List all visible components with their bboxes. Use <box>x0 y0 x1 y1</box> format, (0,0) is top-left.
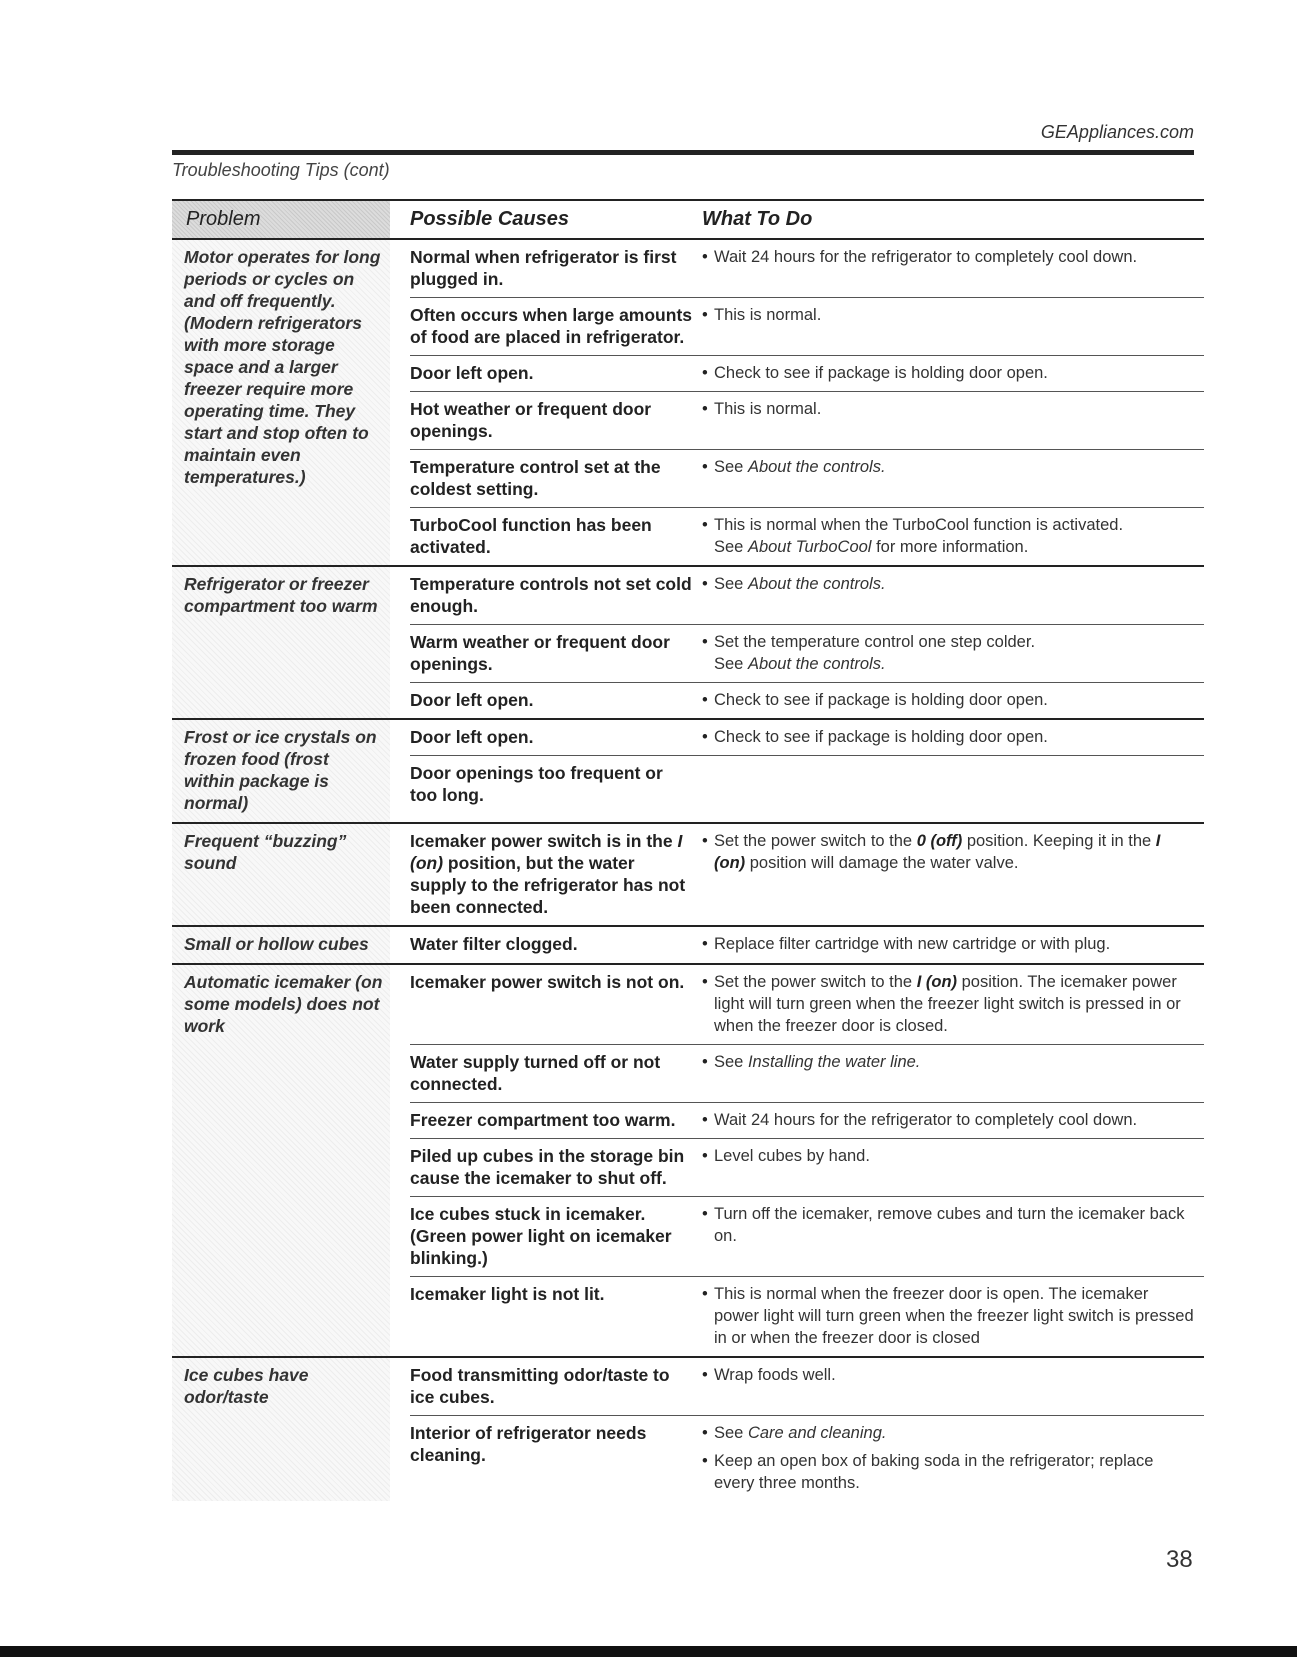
todo-text: • Level cubes by hand. <box>702 1147 870 1165</box>
table-row <box>410 356 1204 392</box>
bullet-icon: • <box>702 1452 708 1470</box>
cause-text: Icemaker power switch is not on. <box>410 972 685 992</box>
bullet-icon: • <box>702 1285 708 1303</box>
problem-group <box>172 824 1204 927</box>
cause-text: Normal when refrigerator is first plugged in. <box>410 247 677 289</box>
cause-text: Icemaker power switch is in the I (on) position, but the water supply to the refrigerator has not been connected. <box>410 831 686 917</box>
todo-text: • Wait 24 hours for the refrigerator to completely cool down. <box>702 1111 1138 1129</box>
cause-text: Temperature controls not set cold enough. <box>410 574 692 616</box>
todo-text: • This is normal. <box>702 306 822 324</box>
cause-text: Temperature control set at the coldest setting. <box>410 457 661 499</box>
cause-text: Door left open. <box>410 727 534 747</box>
table-row <box>410 1045 1204 1103</box>
bullet-icon: • <box>702 728 708 746</box>
cause-text: Hot weather or frequent door openings. <box>410 399 652 441</box>
problem-group <box>172 240 1204 567</box>
todo-text: • Check to see if package is holding door open. <box>702 364 1048 382</box>
bullet-icon: • <box>702 516 708 534</box>
cause-text: Food transmitting odor/taste to ice cubes. <box>410 1365 670 1407</box>
cause-text: Door openings too frequent or too long. <box>410 763 663 805</box>
problem-group <box>172 927 1204 965</box>
problem-text: Frequent “buzzing” sound <box>172 824 390 925</box>
cause-text: Piled up cubes in the storage bin cause the icemaker to shut off. <box>410 1146 685 1188</box>
cause-text: Icemaker light is not lit. <box>410 1284 605 1304</box>
bullet-icon: • <box>702 575 708 593</box>
table-row <box>410 927 1204 962</box>
bullet-icon: • <box>702 1424 708 1442</box>
table-row <box>410 1139 1204 1197</box>
reference-link-text: Care and cleaning. <box>747 1424 887 1442</box>
table-row <box>410 508 1204 565</box>
bullet-icon: • <box>702 364 708 382</box>
problem-group <box>172 1358 1204 1501</box>
todo-text: • Wrap foods well. <box>702 1366 836 1384</box>
table-row <box>410 625 1204 683</box>
table-row <box>410 392 1204 450</box>
cause-text: Freezer compartment too warm. <box>410 1110 676 1130</box>
problem-text: Motor operates for long periods or cycles on and off frequently. (Modern refrigerators with more storage space and a larger freezer require more operating time. They start and stop often to maintain even temperatures.) <box>172 240 390 565</box>
bullet-icon: • <box>702 458 708 476</box>
reference-link-text: About TurboCool <box>747 538 872 556</box>
problem-text: Automatic icemaker (on some models) does not work <box>172 965 390 1356</box>
table-header <box>172 201 1204 240</box>
table-row <box>410 1103 1204 1139</box>
troubleshooting-table <box>172 199 1204 1501</box>
bullet-icon: • <box>702 935 708 953</box>
cause-text: Ice cubes stuck in icemaker. (Green power light on icemaker blinking.) <box>410 1204 672 1268</box>
table-row <box>410 298 1204 356</box>
todo-text <box>702 762 1204 806</box>
problem-group <box>172 965 1204 1358</box>
problem-text: Frost or ice crystals on frozen food (frost within package is normal) <box>172 720 390 822</box>
table-row <box>410 965 1204 1045</box>
problem-group <box>172 720 1204 824</box>
todo-text: • This is normal when the freezer door is open. The icemaker power light will turn green when the freezer light switch is pressed in or when the freezer door is closed <box>702 1285 1194 1347</box>
table-row <box>410 450 1204 508</box>
cause-text: Warm weather or frequent door openings. <box>410 632 670 674</box>
bullet-icon: • <box>702 1111 708 1129</box>
problem-text: Small or hollow cubes <box>172 927 390 963</box>
table-row <box>410 1358 1204 1416</box>
bullet-icon: • <box>702 832 708 850</box>
bullet-icon: • <box>702 1053 708 1071</box>
bullet-icon: • <box>702 248 708 266</box>
bullet-icon: • <box>702 1147 708 1165</box>
site-url: GEAppliances.com <box>1040 122 1194 142</box>
todo-text: • This is normal when the TurboCool function is activated. See About TurboCool for more information. <box>702 516 1124 556</box>
reference-link-text: About the controls. <box>747 458 886 476</box>
page-number: 38 <box>1166 1546 1193 1573</box>
todo-text: • Turn off the icemaker, remove cubes and turn the icemaker back on. <box>702 1205 1185 1245</box>
bullet-icon: • <box>702 1205 708 1223</box>
table-row <box>410 683 1204 718</box>
problem-text: Refrigerator or freezer compartment too warm <box>172 567 390 718</box>
bottom-scan-band <box>0 1646 1297 1657</box>
cause-text: Water supply turned off or not connected. <box>410 1052 661 1094</box>
section-subtitle: Troubleshooting Tips (cont) <box>172 160 390 180</box>
bullet-icon: • <box>702 633 708 651</box>
header-possible-causes: Possible Causes <box>410 208 569 230</box>
cause-text: Door left open. <box>410 363 534 383</box>
bullet-icon: • <box>702 306 708 324</box>
problem-group <box>172 567 1204 720</box>
table-row <box>410 1416 1204 1501</box>
header-problem: Problem <box>172 201 390 238</box>
cause-text: TurboCool function has been activated. <box>410 515 652 557</box>
table-row <box>410 1277 1204 1356</box>
todo-text: • See Installing the water line. <box>702 1053 921 1071</box>
table-row <box>410 756 1204 813</box>
todo-text: • Wait 24 hours for the refrigerator to completely cool down. <box>702 248 1138 266</box>
bullet-icon: • <box>702 691 708 709</box>
table-row <box>410 720 1204 756</box>
reference-link-text: About the controls. <box>747 575 886 593</box>
reference-link-text: About the controls. <box>747 655 886 673</box>
cause-text: Door left open. <box>410 690 534 710</box>
header-rule <box>172 150 1194 155</box>
todo-text: • See Care and cleaning. • Keep an open box of baking soda in the refrigerator; replace every three months. <box>702 1424 1154 1492</box>
table-row <box>410 824 1204 925</box>
reference-link-text: Installing the water line. <box>747 1053 921 1071</box>
bullet-icon: • <box>702 1366 708 1384</box>
table-row <box>410 567 1204 625</box>
cause-text: Interior of refrigerator needs cleaning. <box>410 1423 647 1465</box>
problem-text: Ice cubes have odor/taste <box>172 1358 390 1501</box>
cause-text: Water filter clogged. <box>410 934 578 954</box>
todo-text: • See About the controls. <box>702 575 886 593</box>
todo-text: • Replace filter cartridge with new cartridge or with plug. <box>702 935 1111 953</box>
todo-text: • Set the power switch to the 0 (off) position. Keeping it in the I (on) position will damage the water valve. <box>702 832 1161 872</box>
todo-text: • See About the controls. <box>702 458 886 476</box>
bullet-icon: • <box>702 400 708 418</box>
table-row <box>410 1197 1204 1277</box>
todo-text: • Set the power switch to the I (on) position. The icemaker power light will turn green when the freezer light switch is pressed in or when the freezer door is closed. <box>702 973 1181 1035</box>
todo-text: • This is normal. <box>702 400 822 418</box>
header-what-to-do: What To Do <box>702 208 813 230</box>
table-row <box>410 240 1204 298</box>
cause-text: Often occurs when large amounts of food are placed in refrigerator. <box>410 305 692 347</box>
todo-text: • Check to see if package is holding door open. <box>702 691 1048 709</box>
todo-text: • Set the temperature control one step colder. See About the controls. <box>702 633 1036 673</box>
todo-text: • Check to see if package is holding door open. <box>702 728 1048 746</box>
bullet-icon: • <box>702 973 708 991</box>
